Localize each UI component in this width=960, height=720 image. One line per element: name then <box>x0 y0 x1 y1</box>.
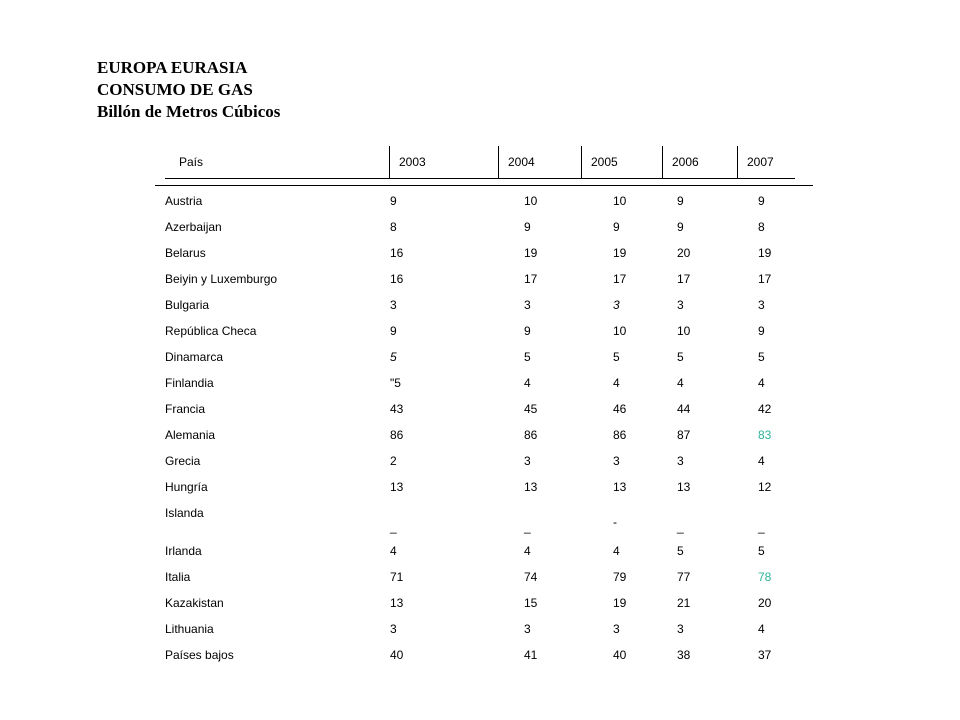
value-2005: 19 <box>613 596 627 610</box>
value-2005: 46 <box>613 402 627 416</box>
value-2004: 19 <box>524 246 538 260</box>
value-2004: 13 <box>524 480 538 494</box>
value-2004: 9 <box>524 324 531 338</box>
value-2005: 13 <box>613 480 627 494</box>
table-row <box>0 421 960 447</box>
value-2005: 10 <box>613 194 627 208</box>
value-2006: 5 <box>677 350 684 364</box>
value-2006: 5 <box>677 544 684 558</box>
table-row <box>0 343 960 369</box>
value-2003: _ <box>390 520 397 534</box>
value-2005: 17 <box>613 272 627 286</box>
header-country: País <box>165 146 390 179</box>
value-2007: 3 <box>758 298 765 312</box>
value-2003: "5 <box>390 376 401 390</box>
value-2007: _ <box>758 520 765 534</box>
value-2004: 3 <box>524 454 531 468</box>
table-row <box>0 641 960 667</box>
value-2006: 77 <box>677 570 691 584</box>
value-2006: 3 <box>677 454 684 468</box>
country-cell: Belarus <box>165 246 206 260</box>
value-2005: - <box>613 515 617 529</box>
value-2004: 5 <box>524 350 531 364</box>
value-2007: 4 <box>758 376 765 390</box>
country-cell: Islanda <box>165 506 204 520</box>
value-2007: 4 <box>758 454 765 468</box>
country-cell: Azerbaijan <box>165 220 222 234</box>
value-2005: 40 <box>613 648 627 662</box>
value-2003: 8 <box>390 220 397 234</box>
table-row <box>0 265 960 291</box>
value-2004: 4 <box>524 544 531 558</box>
country-cell: Italia <box>165 570 191 584</box>
title-region: EUROPA EURASIA <box>97 58 248 77</box>
value-2004: 9 <box>524 220 531 234</box>
value-2003: 5 <box>390 350 397 364</box>
value-2006: 44 <box>677 402 691 416</box>
value-2004: 41 <box>524 648 538 662</box>
value-2005: 10 <box>613 324 627 338</box>
value-2007: 83 <box>758 428 772 442</box>
value-2006: 3 <box>677 622 684 636</box>
value-2007: 78 <box>758 570 772 584</box>
value-2007: 5 <box>758 350 765 364</box>
value-2007: 20 <box>758 596 772 610</box>
value-2003: 2 <box>390 454 397 468</box>
table-row <box>0 317 960 343</box>
country-cell: Lithuania <box>165 622 214 636</box>
value-2007: 37 <box>758 648 772 662</box>
value-2006: 10 <box>677 324 691 338</box>
value-2003: 9 <box>390 324 397 338</box>
country-cell: Bulgaria <box>165 298 210 312</box>
value-2005: 3 <box>613 454 620 468</box>
value-2006: 21 <box>677 596 691 610</box>
title-subject: CONSUMO DE GAS <box>97 80 253 99</box>
value-2006: 87 <box>677 428 691 442</box>
value-2007: 17 <box>758 272 772 286</box>
table-row <box>0 447 960 473</box>
value-2005: 4 <box>613 376 620 390</box>
value-2004: 3 <box>524 298 531 312</box>
value-2006: 9 <box>677 194 684 208</box>
value-2003: 13 <box>390 596 404 610</box>
table-row <box>0 369 960 395</box>
value-2005: 86 <box>613 428 627 442</box>
value-2003: 3 <box>390 298 397 312</box>
country-cell: Finlandia <box>165 376 214 390</box>
value-2006: 13 <box>677 480 691 494</box>
value-2004: 45 <box>524 402 538 416</box>
data-rows <box>0 187 960 667</box>
header-2005: 2005 <box>582 146 663 179</box>
country-cell: Alemania <box>165 428 216 442</box>
table-row <box>0 615 960 641</box>
value-2003: 4 <box>390 544 397 558</box>
table-row <box>0 537 960 563</box>
table-row <box>0 187 960 213</box>
table-row <box>0 563 960 589</box>
value-2006: 20 <box>677 246 691 260</box>
value-2005: 79 <box>613 570 627 584</box>
header-2004: 2004 <box>499 146 582 179</box>
value-2007: 5 <box>758 544 765 558</box>
country-cell: Hungría <box>165 480 208 494</box>
value-2004: 17 <box>524 272 538 286</box>
country-cell: Dinamarca <box>165 350 224 364</box>
header-row <box>165 146 795 179</box>
value-2007: 12 <box>758 480 772 494</box>
country-cell: Francia <box>165 402 206 416</box>
value-2006: 9 <box>677 220 684 234</box>
header-2007: 2007 <box>738 146 796 179</box>
value-2003: 16 <box>390 272 404 286</box>
table-divider <box>155 185 813 186</box>
country-cell: Beiyin y Luxemburgo <box>165 272 278 286</box>
value-2005: 3 <box>613 298 620 312</box>
table-row <box>0 213 960 239</box>
table-row <box>0 395 960 421</box>
value-2003: 13 <box>390 480 404 494</box>
value-2006: _ <box>677 520 684 534</box>
value-2004: _ <box>524 520 531 534</box>
value-2003: 3 <box>390 622 397 636</box>
value-2007: 4 <box>758 622 765 636</box>
value-2004: 15 <box>524 596 538 610</box>
value-2006: 4 <box>677 376 684 390</box>
value-2005: 3 <box>613 622 620 636</box>
country-cell: Irlanda <box>165 544 202 558</box>
country-cell: Kazakistan <box>165 596 224 610</box>
value-2003: 40 <box>390 648 404 662</box>
value-2004: 86 <box>524 428 538 442</box>
value-2003: 71 <box>390 570 404 584</box>
country-cell: Austria <box>165 194 203 208</box>
country-cell: Grecia <box>165 454 201 468</box>
value-2003: 43 <box>390 402 404 416</box>
value-2004: 10 <box>524 194 538 208</box>
country-cell: Países bajos <box>165 648 234 662</box>
value-2003: 9 <box>390 194 397 208</box>
value-2006: 38 <box>677 648 691 662</box>
header-2003: 2003 <box>390 146 499 179</box>
value-2007: 9 <box>758 194 765 208</box>
title-units: Billón de Metros Cúbicos <box>97 102 281 121</box>
value-2003: 86 <box>390 428 404 442</box>
header-table <box>165 146 795 179</box>
header-2006: 2006 <box>663 146 738 179</box>
value-2004: 3 <box>524 622 531 636</box>
table-row <box>0 239 960 265</box>
value-2007: 9 <box>758 324 765 338</box>
table-row <box>0 473 960 499</box>
value-2005: 9 <box>613 220 620 234</box>
table-row <box>0 291 960 317</box>
value-2007: 8 <box>758 220 765 234</box>
value-2005: 5 <box>613 350 620 364</box>
value-2004: 74 <box>524 570 538 584</box>
table-row <box>0 589 960 615</box>
value-2004: 4 <box>524 376 531 390</box>
value-2007: 19 <box>758 246 772 260</box>
value-2007: 42 <box>758 402 772 416</box>
value-2006: 3 <box>677 298 684 312</box>
country-cell: República Checa <box>165 324 257 338</box>
value-2005: 4 <box>613 544 620 558</box>
title-block <box>97 57 280 123</box>
value-2003: 16 <box>390 246 404 260</box>
value-2005: 19 <box>613 246 627 260</box>
value-2006: 17 <box>677 272 691 286</box>
table-row <box>0 499 960 534</box>
